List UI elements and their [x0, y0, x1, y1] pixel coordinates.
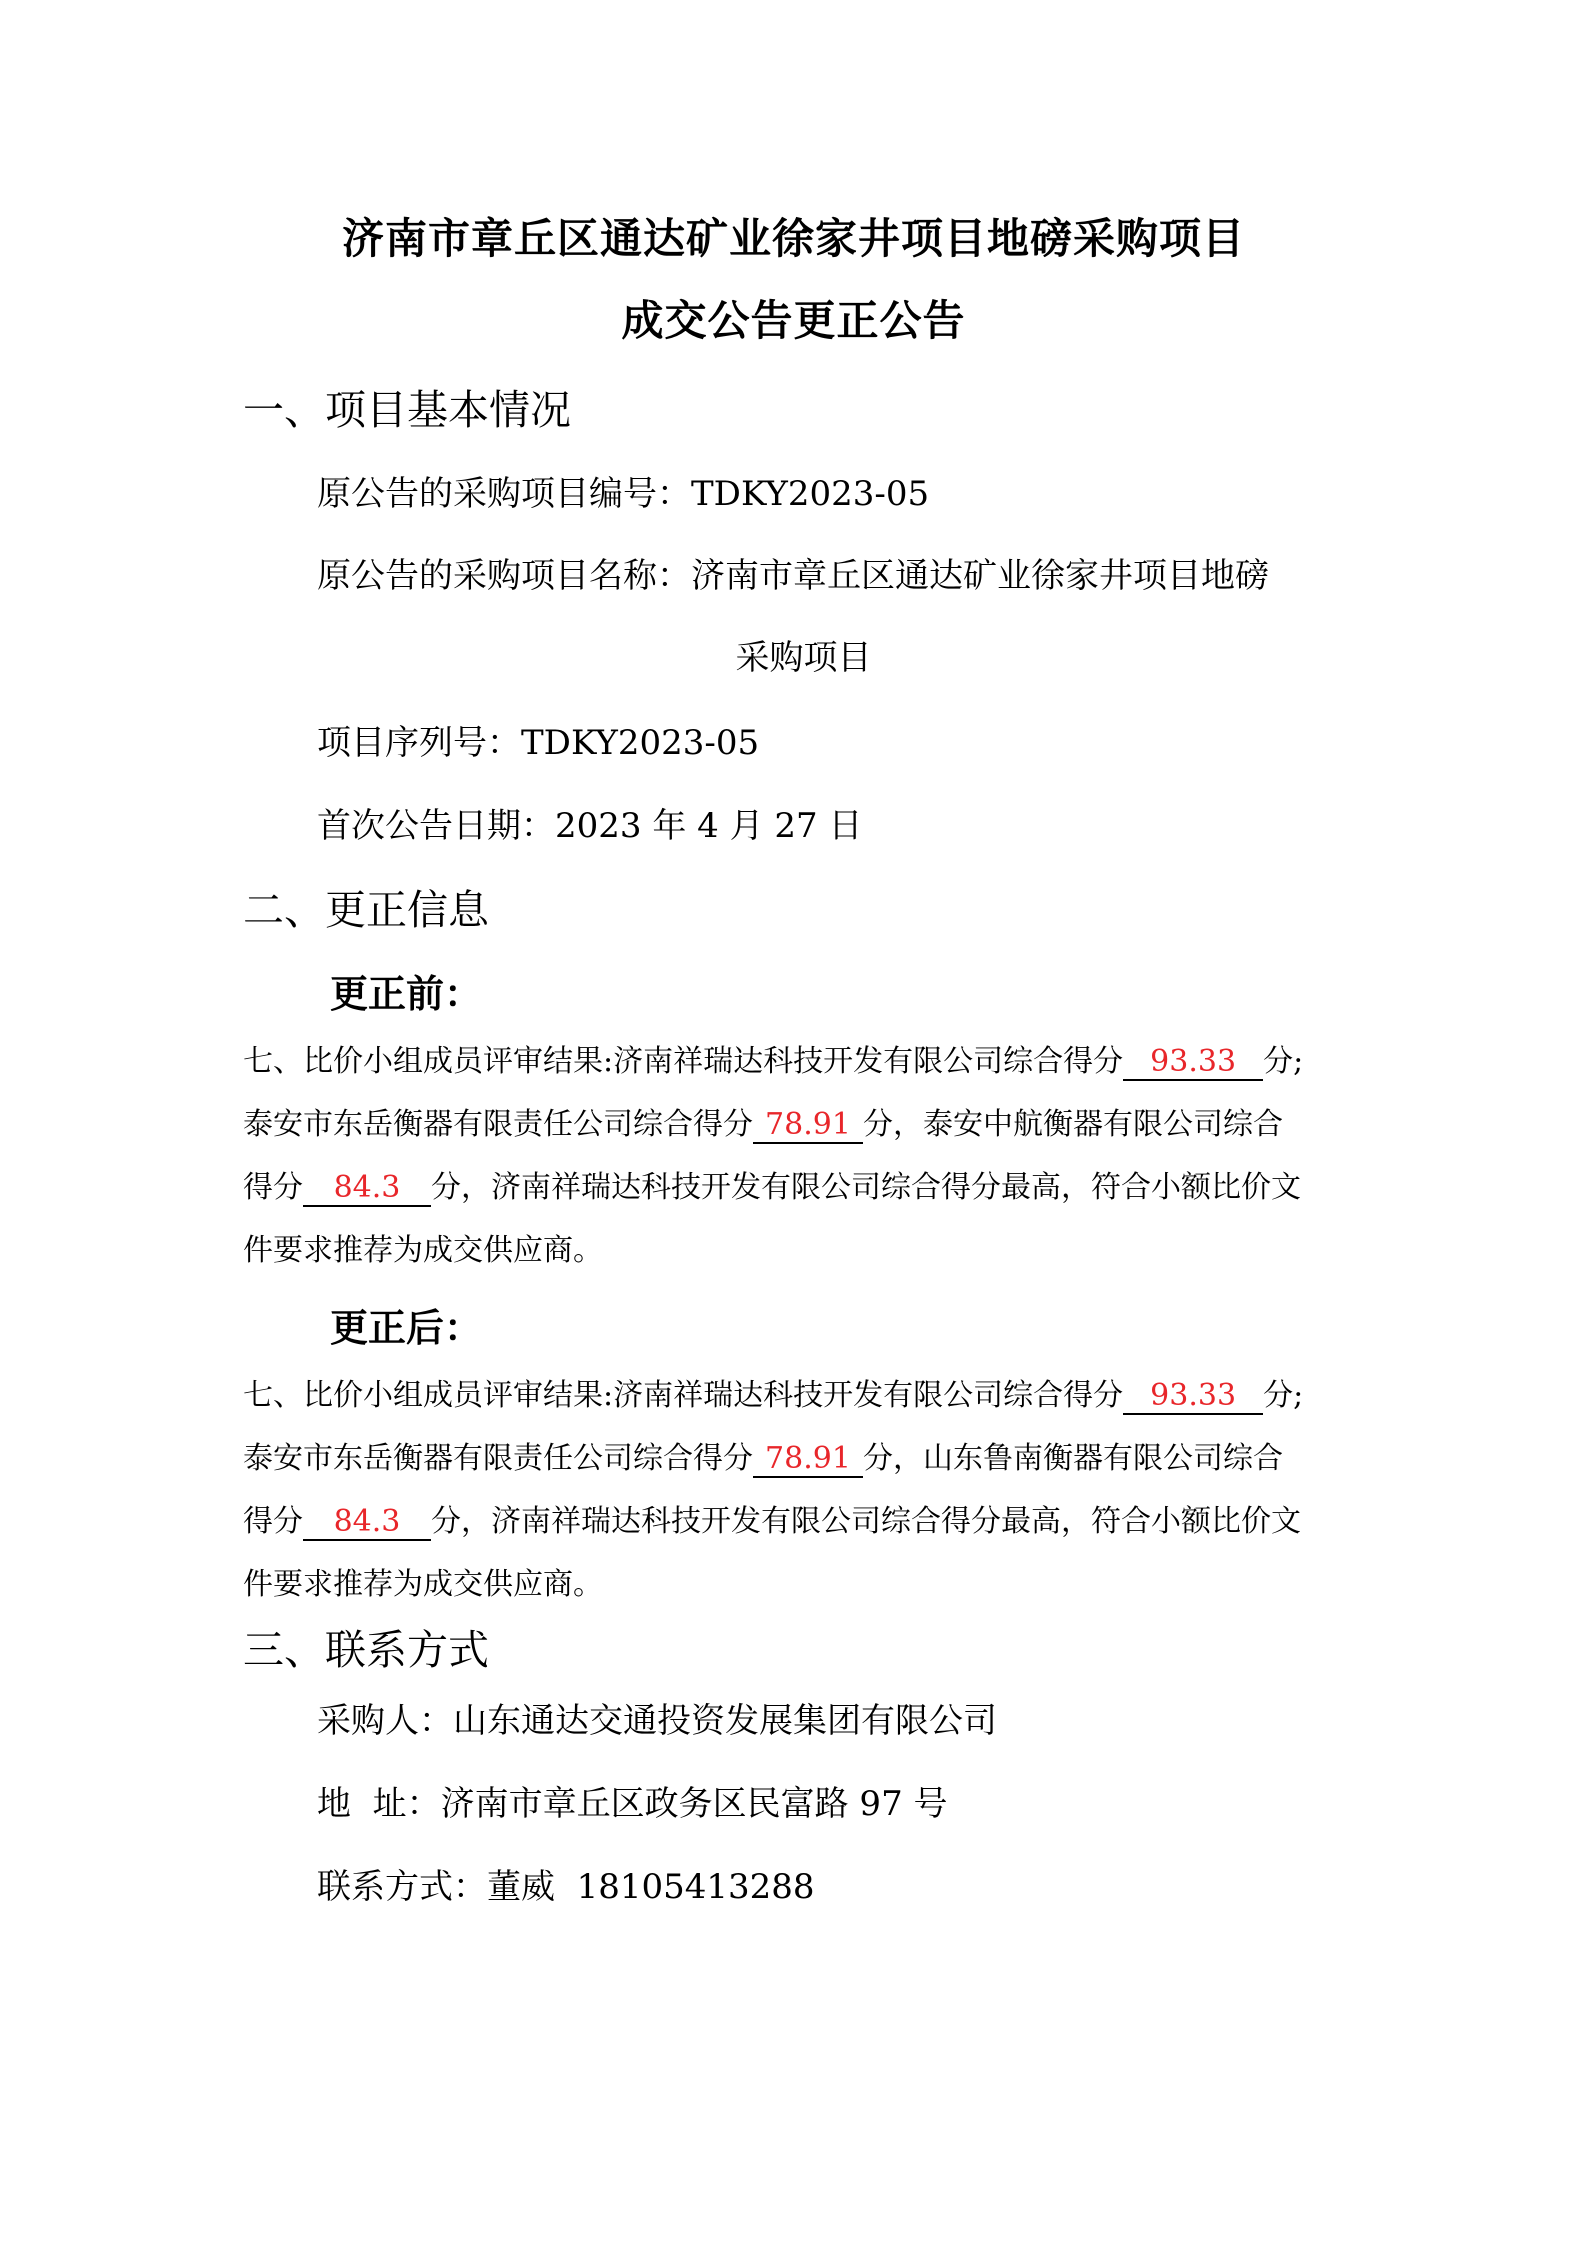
before-text-2: 泰安市东岳衡器有限责任公司综合得分: [243, 1107, 753, 1142]
project-name-continuation: 采购项目: [735, 638, 872, 678]
document-title-line2: 成交公告更正公告: [621, 296, 966, 345]
after-score-1: 93.33: [1123, 1379, 1263, 1415]
before-score-1: 93.33: [1123, 1045, 1263, 1081]
first-date-line: [317, 798, 862, 847]
section3-heading: 三、联系方式: [243, 1626, 489, 1674]
buyer-label: 采购人：: [317, 1701, 453, 1741]
project-name-line: [317, 548, 1269, 597]
before-paragraph: [243, 1030, 1353, 1282]
before-tail-2: 分，泰安中航衡器有限公司综合: [863, 1107, 1283, 1142]
after-tail-2: 分，山东鲁南衡器有限公司综合: [863, 1441, 1283, 1476]
after-row-1: [243, 1364, 1353, 1427]
contact-label: 联系方式：: [317, 1867, 487, 1907]
buyer-line: [317, 1693, 997, 1742]
project-name-label: 原公告的采购项目名称：: [317, 556, 691, 596]
before-score-3: 84.3: [303, 1171, 431, 1207]
before-row-4: 件要求推荐为成交供应商。: [243, 1233, 603, 1268]
project-number-line: [317, 466, 929, 515]
before-row-1: [243, 1030, 1353, 1093]
serial-label: 项目序列号：: [317, 723, 521, 763]
document-title-line1: 济南市章丘区通达矿业徐家井项目地磅采购项目: [341, 214, 1245, 263]
after-row-2: [243, 1427, 1353, 1490]
after-row-4: 件要求推荐为成交供应商。: [243, 1567, 603, 1602]
address-label: 地 址：: [317, 1784, 441, 1824]
project-number-value: TDKY2023-05: [691, 474, 930, 514]
after-text-1: 七、比价小组成员评审结果:济南祥瑞达科技开发有限公司综合得分: [243, 1378, 1124, 1413]
after-score-2: 78.91: [753, 1442, 863, 1478]
section2-heading: 二、更正信息: [243, 886, 489, 934]
before-text-1: 七、比价小组成员评审结果:济南祥瑞达科技开发有限公司综合得分: [243, 1044, 1124, 1079]
serial-value: TDKY2023-05: [521, 723, 760, 763]
after-tail-1: 分;: [1263, 1378, 1304, 1413]
after-text-2: 泰安市东岳衡器有限责任公司综合得分: [243, 1441, 753, 1476]
before-row-2: [243, 1093, 1353, 1156]
contact-line: [317, 1859, 815, 1908]
address-value: 济南市章丘区政务区民富路 97 号: [440, 1784, 948, 1824]
after-tail-3: 分，济南祥瑞达科技开发有限公司综合得分最高，符合小额比价文: [431, 1504, 1301, 1539]
project-number-label: 原公告的采购项目编号：: [317, 474, 691, 514]
before-row-3: [243, 1156, 1353, 1219]
first-date-value: 2023 年 4 月 27 日: [555, 806, 863, 846]
first-date-label: 首次公告日期：: [317, 806, 555, 846]
before-tail-1: 分;: [1263, 1044, 1304, 1079]
buyer-value: 山东通达交通投资发展集团有限公司: [453, 1701, 997, 1741]
after-score-3: 84.3: [303, 1505, 431, 1541]
project-name-value: 济南市章丘区通达矿业徐家井项目地磅: [691, 556, 1269, 596]
after-row-3: [243, 1490, 1353, 1553]
before-score-2: 78.91: [753, 1108, 863, 1144]
after-label: 更正后：: [330, 1305, 483, 1350]
after-paragraph: [243, 1364, 1353, 1616]
address-line: [317, 1776, 948, 1825]
before-tail-3: 分，济南祥瑞达科技开发有限公司综合得分最高，符合小额比价文: [431, 1170, 1301, 1205]
serial-line: [317, 715, 759, 764]
contact-value: 董威 18105413288: [487, 1867, 815, 1907]
after-head-3: 得分: [243, 1504, 303, 1539]
section1-heading: 一、项目基本情况: [243, 386, 571, 434]
before-label: 更正前：: [330, 971, 483, 1016]
before-head-3: 得分: [243, 1170, 303, 1205]
